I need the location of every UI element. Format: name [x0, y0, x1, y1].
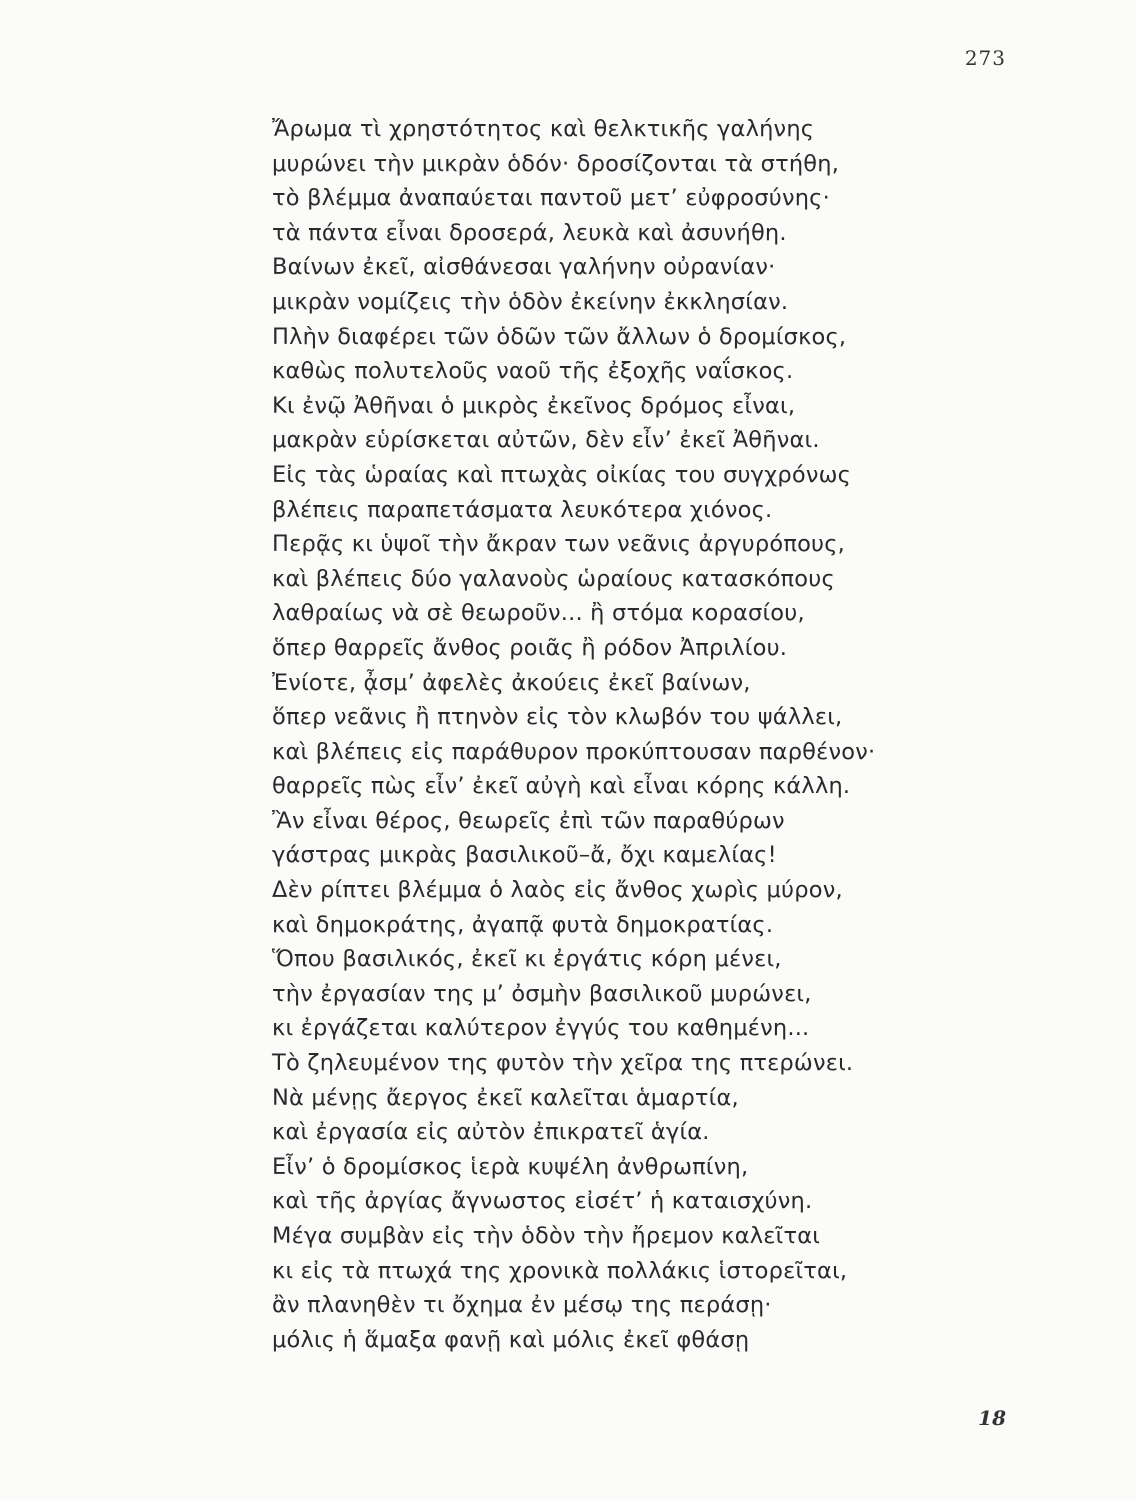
poem-line: κι ἐργάζεται καλύτερον ἐγγύς του καθημένη...: [272, 1015, 810, 1042]
poem-line: ὅπερ θαρρεῖς ἄνθος ροιᾶς ἢ ρόδον Ἀπριλίου.: [272, 634, 788, 661]
poem-line: καὶ δημοκράτης, ἀγαπᾷ φυτὰ δημοκρατίας.: [272, 911, 774, 938]
poem-line: καὶ ἐργασία εἰς αὐτὸν ἐπικρατεῖ ἁγία.: [272, 1119, 710, 1146]
poem-line: Εἰς τὰς ὡραίας καὶ πτωχὰς οἰκίας του συγχρόνως: [272, 461, 852, 488]
poem-line: Νὰ μένῃς ἄεργος ἐκεῖ καλεῖται ἁμαρτία,: [272, 1084, 739, 1111]
poem-line: Βαίνων ἐκεῖ, αἰσθάνεσαι γαλήνην οὐρανίαν·: [272, 254, 776, 281]
poem-line: μικρὰν νομίζεις τὴν ὁδὸν ἐκείνην ἐκκλησίαν.: [272, 288, 789, 315]
poem-line: Τὸ ζηλευμένον της φυτὸν τὴν χεῖρα της πτερώνει.: [272, 1050, 854, 1077]
poem-line: μακρὰν εὑρίσκεται αὐτῶν, δὲν εἶν’ ἐκεῖ Ἀθῆναι.: [272, 427, 820, 454]
poem-line: μυρώνει τὴν μικρὰν ὁδόν· δροσίζονται τὰ στήθη,: [272, 150, 840, 177]
poem-body: [272, 112, 972, 1357]
poem-line: Ἄρωμα τὶ χρηστότητος καὶ θελκτικῆς γαλήνης: [272, 116, 815, 142]
poem-line: Εἶν’ ὁ δρομίσκος ἱερὰ κυψέλη ἀνθρωπίνη,: [272, 1153, 749, 1180]
poem-line: Κι ἐνῷ Ἀθῆναι ὁ μικρὸς ἐκεῖνος δρόμος εἶναι,: [272, 392, 796, 419]
page-number: 273: [964, 46, 1006, 70]
poem-line: καθὼς πολυτελοῦς ναοῦ τῆς ἐξοχῆς ναΐσκος.: [272, 358, 794, 385]
poem-line: κι εἰς τὰ πτωχά της χρονικὰ πολλάκις ἱστορεῖται,: [272, 1257, 848, 1284]
poem-line: τὰ πάντα εἶναι δροσερά, λευκὰ καὶ ἀσυνήθη.: [272, 219, 787, 246]
poem-line: Ἐνίοτε, ᾆσμ’ ἀφελὲς ἀκούεις ἐκεῖ βαίνων,: [272, 669, 751, 696]
poem-line: Ὅπου βασιλικός, ἐκεῖ κι ἐργάτις κόρη μένει,: [272, 946, 782, 973]
footer-signature-mark: 18: [978, 1406, 1006, 1430]
poem-line: ὅπερ νεᾶνις ἢ πτηνὸν εἰς τὸν κλωβόν του ψάλλει,: [272, 704, 843, 731]
poem-line: τὴν ἐργασίαν της μ’ ὀσμὴν βασιλικοῦ μυρώνει,: [272, 980, 812, 1007]
poem-line: μόλις ἡ ἅμαξα φανῇ καὶ μόλις ἐκεῖ φθάσῃ: [272, 1326, 750, 1353]
poem-line: λαθραίως νὰ σὲ θεωροῦν... ἢ στόμα κορασίου,: [272, 600, 805, 627]
poem-line: καὶ βλέπεις δύο γαλανοὺς ὡραίους κατασκόπους: [272, 565, 835, 592]
poem-line: ἂν πλανηθὲν τι ὄχημα ἐν μέσῳ της περάσῃ·: [272, 1292, 772, 1319]
poem-line: Δὲν ρίπτει βλέμμα ὁ λαὸς εἰς ἄνθος χωρὶς μύρον,: [272, 877, 843, 904]
poem-line: Μέγα συμβὰν εἰς τὴν ὁδὸν τὴν ἤρεμον καλεῖται: [272, 1223, 821, 1249]
poem-line: βλέπεις παραπετάσματα λευκότερα χιόνος.: [272, 496, 773, 523]
poem-line: Περᾷς κι ὑψοῖ τὴν ἄκραν των νεᾶνις ἀργυρόπους,: [272, 531, 846, 558]
poem-line: τὸ βλέμμα ἀναπαύεται παντοῦ μετ’ εὐφροσύνης·: [272, 185, 830, 212]
poem-line: Πλὴν διαφέρει τῶν ὁδῶν τῶν ἄλλων ὁ δρομίσκος,: [272, 323, 847, 350]
poem-line: γάστρας μικρὰς βασιλικοῦ–ἄ, ὄχι καμελίας!: [272, 842, 777, 869]
poem-line: θαρρεῖς πὼς εἶν’ ἐκεῖ αὐγὴ καὶ εἶναι κόρης κάλλη.: [272, 773, 851, 800]
poem-line: καὶ βλέπεις εἰς παράθυρον προκύπτουσαν παρθένον·: [272, 738, 876, 765]
poem-line: Ἂν εἶναι θέρος, θεωρεῖς ἐπὶ τῶν παραθύρων: [272, 807, 785, 834]
poem-line: καὶ τῆς ἀργίας ἄγνωστος εἰσέτ’ ἡ καταισχύνη.: [272, 1188, 813, 1215]
